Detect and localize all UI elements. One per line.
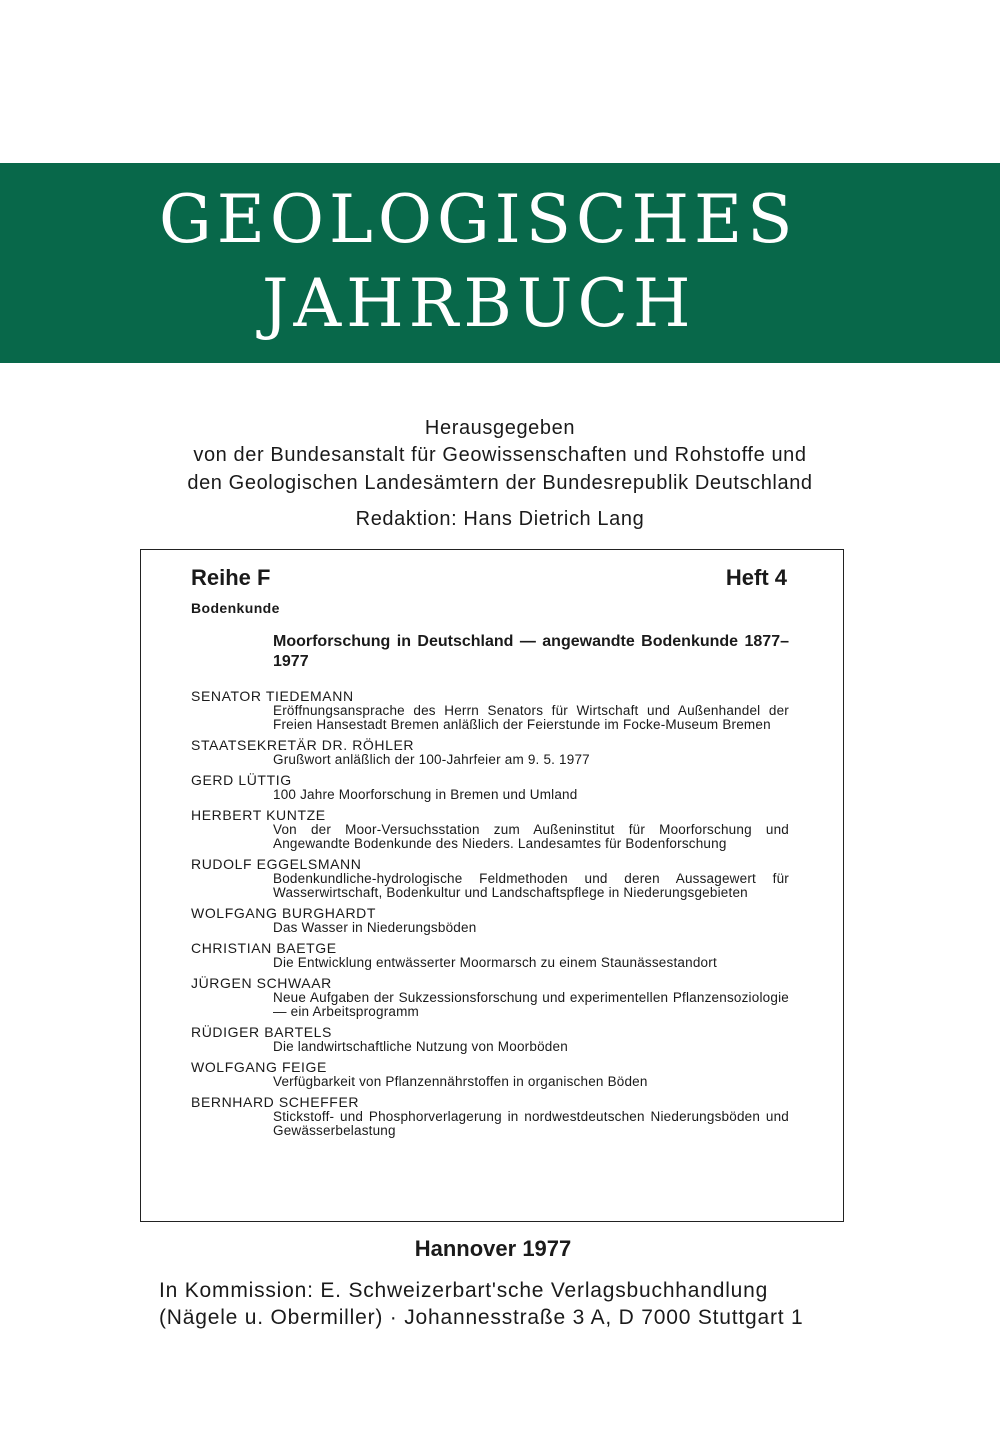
contents-entry: [191, 807, 791, 851]
entry-author: JÜRGEN SCHWAAR: [191, 975, 332, 991]
editor: Redaktion: Hans Dietrich Lang: [355, 508, 645, 530]
entry-title: Die landwirtschaftliche Nutzung von Moorböden: [273, 1039, 568, 1054]
contents-entry: [191, 975, 791, 1019]
journal-title-line2: JAHRBUCH: [262, 265, 696, 342]
contents-box: [140, 549, 844, 1222]
entry-title: Verfügbarkeit von Pflanzennährstoffen in organischen Böden: [273, 1074, 648, 1089]
issuer-line2: den Geologischen Landesämtern der Bundesrepublik Deutschland: [187, 472, 813, 494]
contents-entry: [191, 1059, 791, 1089]
contents-entry: [191, 905, 791, 935]
entry-author: STAATSEKRETÄR DR. RÖHLER: [191, 737, 415, 753]
contents-entry: [191, 737, 791, 767]
entry-title: Grußwort anläßlich der 100-Jahrfeier am 9. 5. 1977: [273, 752, 590, 767]
contents-entry: [191, 940, 791, 970]
entry-title: 100 Jahre Moorforschung in Bremen und Umland: [273, 787, 578, 802]
distributor-line1: In Kommission: E. Schweizerbart'sche Verlagsbuchhandlung: [159, 1279, 769, 1302]
entry-author: RUDOLF EGGELSMANN: [191, 856, 362, 872]
contents-entry: [191, 856, 791, 900]
contents-entry: [191, 688, 791, 732]
entry-author: BERNHARD SCHEFFER: [191, 1094, 360, 1110]
entry-author: CHRISTIAN BAETGE: [191, 940, 337, 956]
entry-author: WOLFGANG FEIGE: [191, 1059, 327, 1075]
entry-author: HERBERT KUNTZE: [191, 807, 326, 823]
entry-author: RÜDIGER BARTELS: [191, 1024, 332, 1040]
distributor: [159, 1277, 839, 1331]
entry-title: Die Entwicklung entwässerter Moormarsch zu einem Staunässestandort: [273, 955, 717, 970]
entry-title: Bodenkundliche-hydrologische Feldmethoden und deren Aussagewert für Wasserwirtschaft, Bodenkultur und Landschaftspflege in Niederungsgebieten: [273, 871, 789, 900]
title-banner: [0, 163, 1000, 363]
entry-title: Das Wasser in Niederungsböden: [273, 920, 477, 935]
contents-entry: [191, 1094, 791, 1138]
series-label: Reihe F: [191, 565, 271, 590]
entry-title: Von der Moor-Versuchsstation zum Außeninstitut für Moorforschung und Angewandte Bodenkunde des Nieders. Landesamtes für Bodenforschung: [273, 822, 789, 851]
entry-author: GERD LÜTTIG: [191, 772, 292, 788]
issue-number: Heft 4: [725, 565, 787, 590]
distributor-line2: (Nägele u. Obermiller) · Johannesstraße 3 A, D 7000 Stuttgart 1: [159, 1306, 804, 1329]
contents-entry: [191, 772, 791, 802]
journal-title-line1: GEOLOGISCHES: [159, 181, 798, 258]
issued-by: Herausgegeben: [424, 417, 576, 439]
entry-title: Stickstoff- und Phosphorverlagerung in nordwestdeutschen Niederungsböden und Gewässerbelastung: [273, 1109, 789, 1138]
contents-entry: [191, 1024, 791, 1054]
entry-author: WOLFGANG BURGHARDT: [191, 905, 377, 921]
subject-label: Bodenkunde: [191, 600, 280, 616]
place-year: Hannover 1977: [414, 1236, 572, 1261]
contents-list: [191, 688, 791, 1143]
issuer-line1: von der Bundesanstalt für Geowissenschaften und Rohstoffe und: [193, 444, 807, 466]
entry-author: SENATOR TIEDEMANN: [191, 688, 354, 704]
volume-title: Moorforschung in Deutschland — angewandte Bodenkunde 1877–1977: [273, 633, 789, 670]
entry-title: Eröffnungsansprache des Herrn Senators für Wirtschaft und Außenhandel der Freien Hansestadt Bremen anläßlich der Feierstunde im Focke-Museum Bremen: [273, 703, 789, 732]
entry-title: Neue Aufgaben der Sukzessionsforschung und experimentellen Pflanzensoziologie — ein Arbeitsprogramm: [273, 990, 789, 1019]
